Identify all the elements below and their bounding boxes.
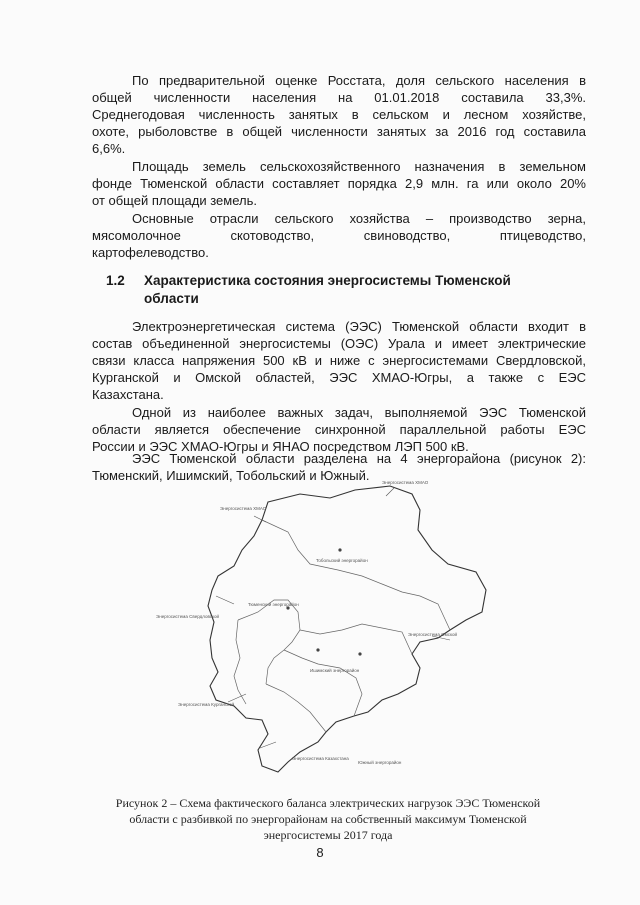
text-line: Площадь земель сельскохозяйственного назначения в земельном xyxy=(132,159,586,174)
node-marker xyxy=(358,652,361,655)
section-number: 1.2 xyxy=(106,273,125,288)
paragraph-agriculture-branches xyxy=(92,210,586,261)
caption-line: Рисунок 2 – Схема фактического баланса электрических нагрузок ЭЭС Тюменской xyxy=(115,796,541,810)
map-label: Энергосистема Казахстана xyxy=(292,756,349,761)
flow-arrow xyxy=(386,488,394,496)
text-line: Казахстана. xyxy=(92,387,164,402)
caption-line: энергосистемы 2017 года xyxy=(263,828,393,842)
flow-arrow xyxy=(216,596,234,604)
map-label: Энергосистема Свердловской xyxy=(156,614,220,619)
paragraph-energy-districts xyxy=(92,450,586,484)
text-line: 6,6%. xyxy=(92,141,126,156)
node-marker xyxy=(338,548,341,551)
map-label: Энергосистема Омской xyxy=(408,632,458,637)
text-line: области является обеспечение синхронной параллельной работы ЕЭС xyxy=(92,422,586,437)
page-number: 8 xyxy=(316,845,324,860)
district-border xyxy=(262,520,450,630)
text-line: По предварительной оценке Росстата, доля сельского населения в xyxy=(132,73,586,88)
district-border xyxy=(284,650,362,716)
section-title-line1: Характеристика состояния энергосистемы Тюменской xyxy=(144,273,511,288)
text-line: состав объединенной энергосистемы (ОЭС) Урала и имеет электрические xyxy=(92,336,586,351)
map-label: Тобольский энергорайон xyxy=(316,558,368,563)
text-line: фонде Тюменской области составляет порядка 2,9 млн. га или около 20% xyxy=(92,176,586,191)
section-heading xyxy=(106,272,511,308)
text-line: Курганской и Омской областей, ЭЭС ХМАО-Югры, а также с ЕЭС xyxy=(92,370,586,385)
text-line: связи класса напряжения 500 кВ и ниже с энергосистемами Свердловской, xyxy=(92,353,586,368)
text-line: России и ЭЭС ХМАО-Югры и ЯНАО посредством ЛЭП 500 кВ. xyxy=(92,439,469,454)
district-border xyxy=(234,620,246,704)
district-border xyxy=(238,600,300,684)
section-title-line2: области xyxy=(144,291,199,306)
flow-arrow xyxy=(228,694,246,702)
region-map-figure xyxy=(150,480,490,785)
flow-arrow xyxy=(254,516,266,522)
paragraph-rural-population xyxy=(92,72,586,157)
figure-caption xyxy=(100,795,556,843)
caption-line: области с разбивкой по энергорайонам на собственный максимум Тюменской xyxy=(129,812,527,826)
text-line: картофелеводство. xyxy=(92,245,209,260)
text-line: Электроэнергетическая система (ЭЭС) Тюменской области входит в xyxy=(132,319,586,334)
text-line: от общей площади земель. xyxy=(92,193,257,208)
map-label: Тюменский энергорайон xyxy=(248,602,299,607)
text-line: мясомолочное скотоводство, свиноводство, птицеводство, xyxy=(92,228,586,243)
district-border xyxy=(266,684,326,732)
text-line: ЭЭС Тюменской области разделена на 4 энергорайона (рисунок 2): xyxy=(132,451,586,466)
map-label: Южный энергорайон xyxy=(358,760,402,765)
paragraph-power-system xyxy=(92,318,586,403)
region-outline xyxy=(208,486,486,772)
paragraph-sync-operation xyxy=(92,404,586,455)
node-marker xyxy=(316,648,319,651)
map-label: Ишимский энергорайон xyxy=(310,668,360,673)
text-line: Среднегодовая численность занятых в сельском и лесном хозяйстве, xyxy=(92,107,586,122)
map-label: Энергосистема ХМАО xyxy=(382,480,429,485)
text-line: общей численности населения на 01.01.2018 составила 33,3%. xyxy=(92,90,586,105)
map-label: Энергосистема ХМАО xyxy=(220,506,267,511)
text-line: Тюменский, Ишимский, Тобольский и Южный. xyxy=(92,468,370,483)
text-line: Основные отрасли сельского хозяйства – производство зерна, xyxy=(132,211,586,226)
text-line: охоте, рыболовстве в общей численности занятых за 2016 год составила xyxy=(92,124,586,139)
text-line: Одной из наиболее важных задач, выполняемой ЭЭС Тюменской xyxy=(132,405,586,420)
paragraph-agricultural-land xyxy=(92,158,586,209)
map-label: Энергосистема Курганской xyxy=(178,702,235,707)
